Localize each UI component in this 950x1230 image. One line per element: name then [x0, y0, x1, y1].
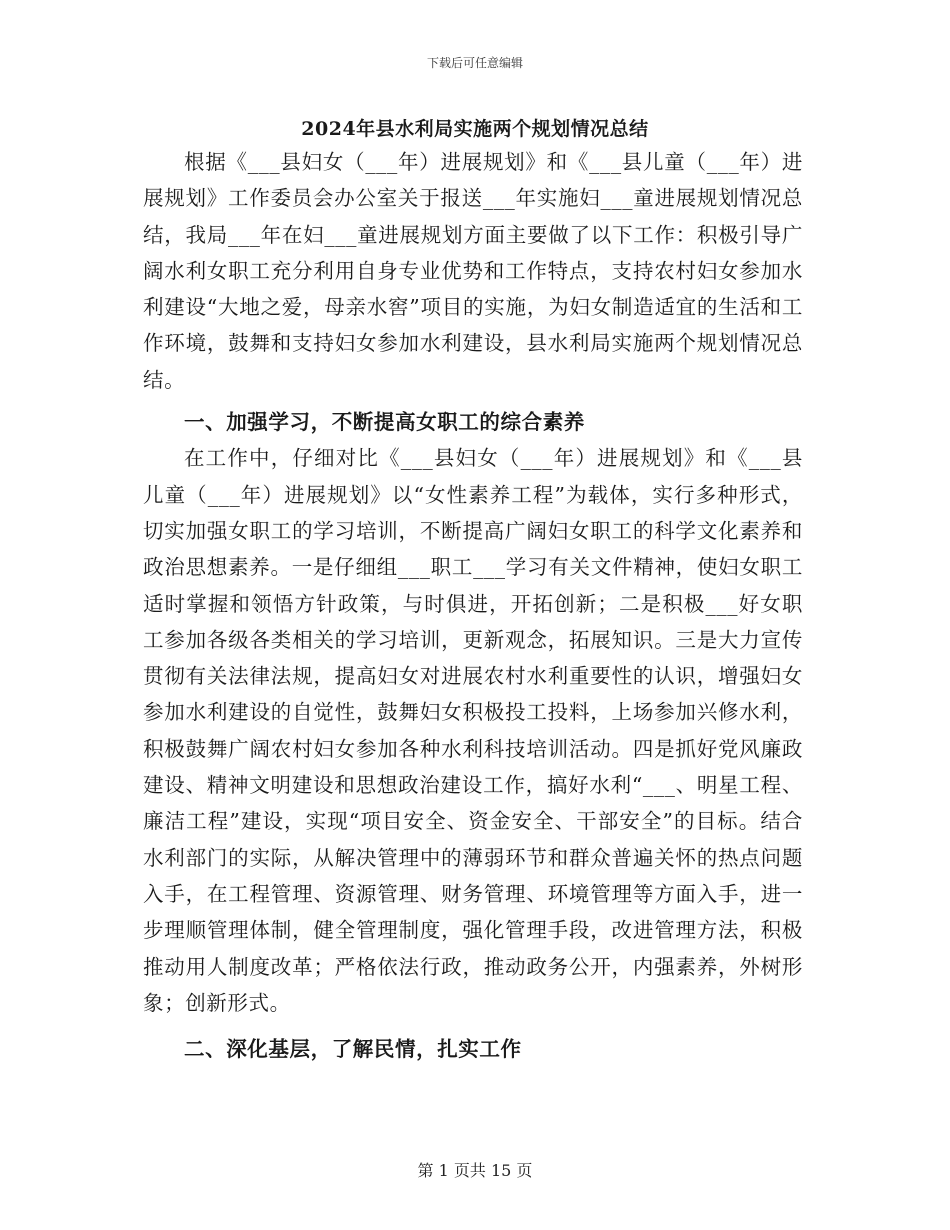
section-2-heading: 二、深化基层，了解民情，扎实工作 [184, 1037, 522, 1062]
page-footer: 第 1 页共 15 页 [417, 1161, 533, 1180]
document-body [143, 144, 803, 1067]
section-1-heading: 一、加强学习，不断提高女职工的综合素养 [184, 410, 585, 435]
section-1-paragraph: 在工作中，仔细对比《___县妇女（___年）进展规划》和《___县儿童（___年）进展规划》以“女性素养工程”为载体，实行多种形式，切实加强女职工的学习培训，不断提高广阔妇女职工的科学文化素养和政治思想素养。一是仔细组___职工___学习有关文件精神，使妇女职工适时掌握和领悟方针政策，与时俱进，开拓创新；二是积极___好女职工参加各级各类相关的学习培训，更新观念，拓展知识。三是大力宣传贯彻有关法律法规，提高妇女对进展农村水利重要性的认识，增强妇女参加水利建设的自觉性，鼓舞妇女积极投工投料，上场参加兴修水利，积极鼓舞广阔农村妇女参加各种水利科技培训活动。四是抓好党风廉政建设、精神文明建设和思想政治建设工作，搞好水利“___、明星工程、廉洁工程”建设，实现“项目安全、资金安全、干部安全”的目标。结合水利部门的实际，从解决管理中的薄弱环节和群众普遍关怀的热点问题入手，在工程管理、资源管理、财务管理、环境管理等方面入手，进一步理顺管理体制，健全管理制度，强化管理手段，改进管理方法，积极推动用人制度改革；严格依法行政，推动政务公开，内强素养，外树形象；创新形式。 [143, 446, 803, 1015]
intro-paragraph: 根据《___县妇女（___年）进展规划》和《___县儿童（___年）进展规划》工作委员会办公室关于报送___年实施妇___童进展规划情况总结，我局___年在妇___童进展规划方面主要做了以下工作：积极引导广阔水利女职工充分利用自身专业优势和工作特点，支持农村妇女参加水利建设“大地之爱，母亲水窖”项目的实施，为妇女制造适宜的生活和工作环境，鼓舞和支持妇女参加水利建设，县水利局实施两个规划情况总结。 [143, 150, 803, 392]
document-title: 2024年县水利局实施两个规划情况总结 [301, 118, 649, 140]
header-note: 下载后可任意编辑 [426, 56, 523, 70]
